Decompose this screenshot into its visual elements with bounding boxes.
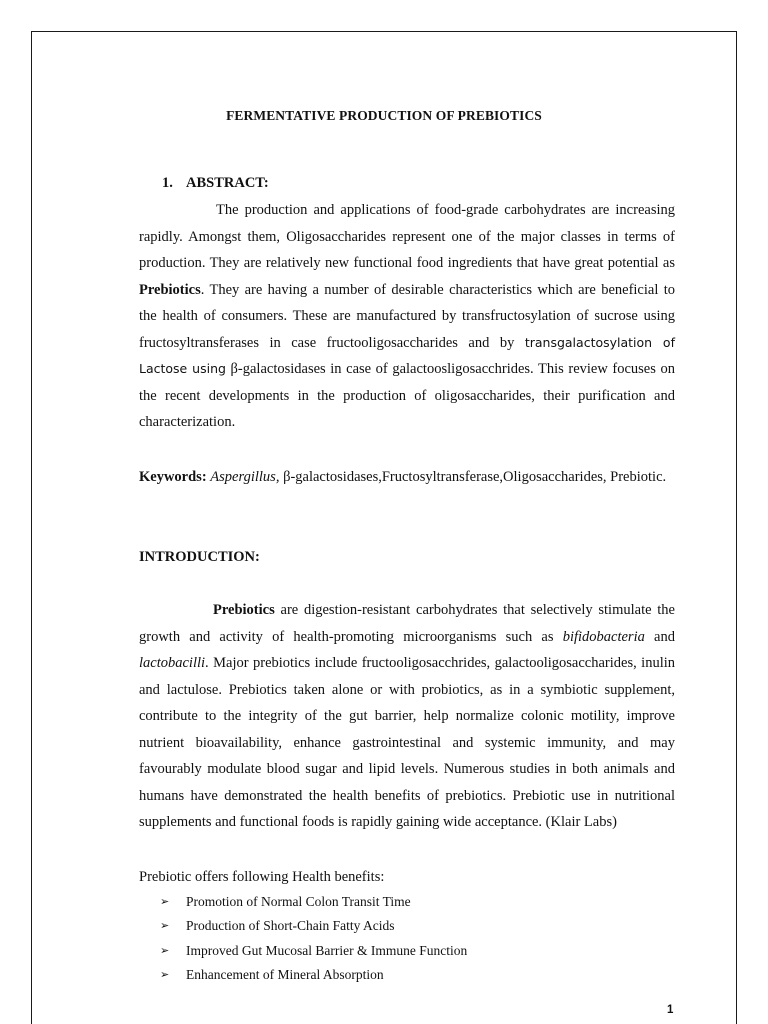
abstract-heading-label: ABSTRACT: (186, 175, 269, 191)
intro-text-1: are digestion-resistant carbohydrates that selectively stimulate the growth and activity of health-promoting microorganisms such as (139, 602, 675, 645)
document-title: FERMENTATIVE PRODUCTION OF PREBIOTICS (226, 108, 542, 123)
list-item (160, 914, 467, 938)
abstract-number: 1. (162, 175, 173, 191)
list-item-text: Promotion of Normal Colon Transit Time (186, 894, 411, 910)
benefits-lead: Prebiotic offers following Health benefits: (139, 869, 385, 885)
page-number: 1 (667, 1004, 674, 1016)
abstract-text-2: . They are having a number of desirable characteristics which are beneficial to the health of consumers. These are manufactured by transfructosylation of sucrose using fructosyltransferases in case fructooligosaccharides and by (139, 281, 675, 351)
introduction-heading: INTRODUCTION: (139, 549, 260, 565)
keywords-italic-term: Aspergillus, (210, 469, 280, 485)
abstract-heading (162, 175, 269, 192)
list-item (160, 939, 467, 963)
intro-italic-1: bifidobacteria (562, 628, 645, 645)
list-item (160, 890, 467, 914)
arrow-bullet-icon: ➢ (160, 895, 170, 909)
benefits-list (160, 890, 467, 987)
intro-italic-2: lactobacilli (139, 655, 206, 671)
abstract-text-1: The production and applications of food-grade carbohydrates are increasing rapidly. Amongst them, Oligosaccharides represent one of the major classes in terms of production. They are relatively new functional food ingredients that have great potential as (139, 202, 675, 271)
list-item (160, 963, 467, 987)
abstract-sans-segment: transgalactosylation of Lactose using (139, 334, 675, 376)
keywords-rest: β-galactosidases,Fructosyltransferase,Oligosaccharides, Prebiotic. (279, 469, 667, 485)
arrow-bullet-icon: ➢ (160, 943, 170, 957)
intro-text-2: and (644, 628, 675, 645)
keywords-paragraph (139, 464, 675, 491)
keywords-label: Keywords: (139, 469, 207, 485)
arrow-bullet-icon: ➢ (160, 919, 170, 933)
intro-bold-term: Prebiotics (213, 602, 275, 618)
abstract-text-3: β-galactosidases in case of galactoosligosacchrides. This review focuses on the recent developments in the production of oligosaccharides, their purification and characterization. (139, 361, 675, 430)
introduction-paragraph (139, 597, 675, 836)
list-item-text: Improved Gut Mucosal Barrier & Immune Function (186, 942, 468, 958)
list-item-text: Production of Short-Chain Fatty Acids (186, 918, 395, 934)
abstract-paragraph (139, 197, 675, 436)
abstract-bold-term: Prebiotics (139, 281, 201, 298)
arrow-bullet-icon: ➢ (160, 968, 170, 982)
intro-text-3: . Major prebiotics include fructooligosacchrides, galactooligosaccharides, inulin and lactulose. Prebiotics taken alone or with probiotics, as in a symbiotic supplement, contribute to the integrity of the gut barrier, help normalize colonic motility, improve nutrient bioavailability, enhance gastrointestinal and systemic immunity, and may favourably modulate blood sugar and lipid levels. Numerous studies in both animals and humans have demonstrated the health benefits of prebiotics. Prebiotic use in nutritional supplements and functional foods is rapidly gaining wide acceptance. (Klair Labs) (139, 655, 675, 830)
list-item-text: Enhancement of Mineral Absorption (186, 967, 384, 983)
